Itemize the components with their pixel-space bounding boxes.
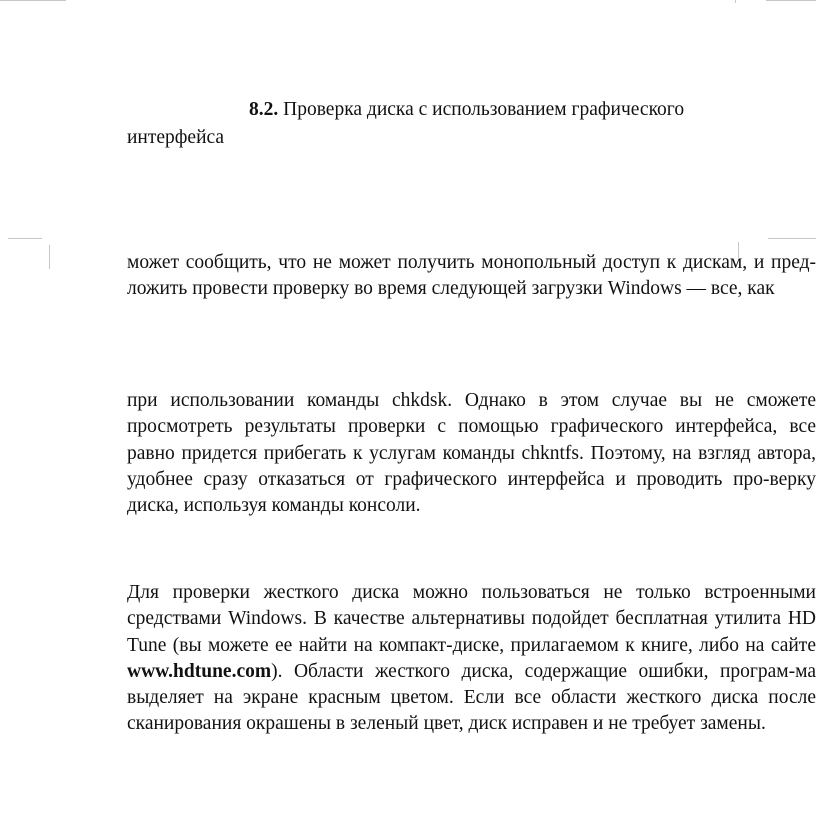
section-heading <box>127 96 767 152</box>
text-line: Для проверки жесткого диска можно пользоваться не только встроенными <box>127 582 816 603</box>
paragraph-3 <box>127 580 816 738</box>
section-title: Проверка диска с использованием графического <box>283 99 685 120</box>
page-corner-mark <box>0 0 66 1</box>
text-line: средствами Windows. В качестве альтернативы подойдет бесплатная утилита <box>127 608 781 630</box>
text-line: програм-ма выделяет на экране красным цветом. Если все области жесткого <box>127 660 816 709</box>
text-line: равно придется прибегать к услугам команды chkntfs. Поэтому, на взгляд <box>127 442 751 464</box>
text-line: все, как <box>710 278 775 300</box>
text-line: при использовании команды chkdsk. Однако в этом случае вы не сможете <box>127 390 816 411</box>
text-line: может сообщить, что не может получить монопольный доступ к дискам, и <box>127 252 765 273</box>
text-line: HD Tune (вы можете ее найти на компакт-диске, прилагаемом к книге, либо на <box>127 608 816 656</box>
text-line: просмотреть результаты проверки с помощью графического интерфейса, все <box>127 416 816 438</box>
section-number: 8.2. <box>249 99 279 120</box>
text-line: требует замены. <box>632 713 766 735</box>
text-line: сайте <box>770 634 816 656</box>
text-line: диска после сканирования окрашены в зеленый цвет, диск исправен и не <box>127 687 816 735</box>
page-margin-mark <box>768 238 816 239</box>
paragraph-2 <box>127 388 816 519</box>
page-corner-mark <box>766 0 816 1</box>
section-title-continued: интерфейса <box>127 127 225 148</box>
text-line: автора, удобнее сразу отказаться от графического интерфейса и проводить <box>127 442 816 490</box>
text-cursor-mark <box>49 245 50 269</box>
text-line: ). Области жесткого диска, содержащие ошибки, <box>271 660 709 682</box>
page-corner-mark <box>735 0 736 3</box>
paragraph-1 <box>127 250 816 303</box>
website-link: www.hdtune.com <box>127 660 272 682</box>
text-line: про-верку диска, используя команды консоли. <box>127 468 816 517</box>
page-margin-mark <box>8 238 42 239</box>
text-line: пред-ложить провести проверку во время следующей загрузки Windows — <box>127 252 816 300</box>
